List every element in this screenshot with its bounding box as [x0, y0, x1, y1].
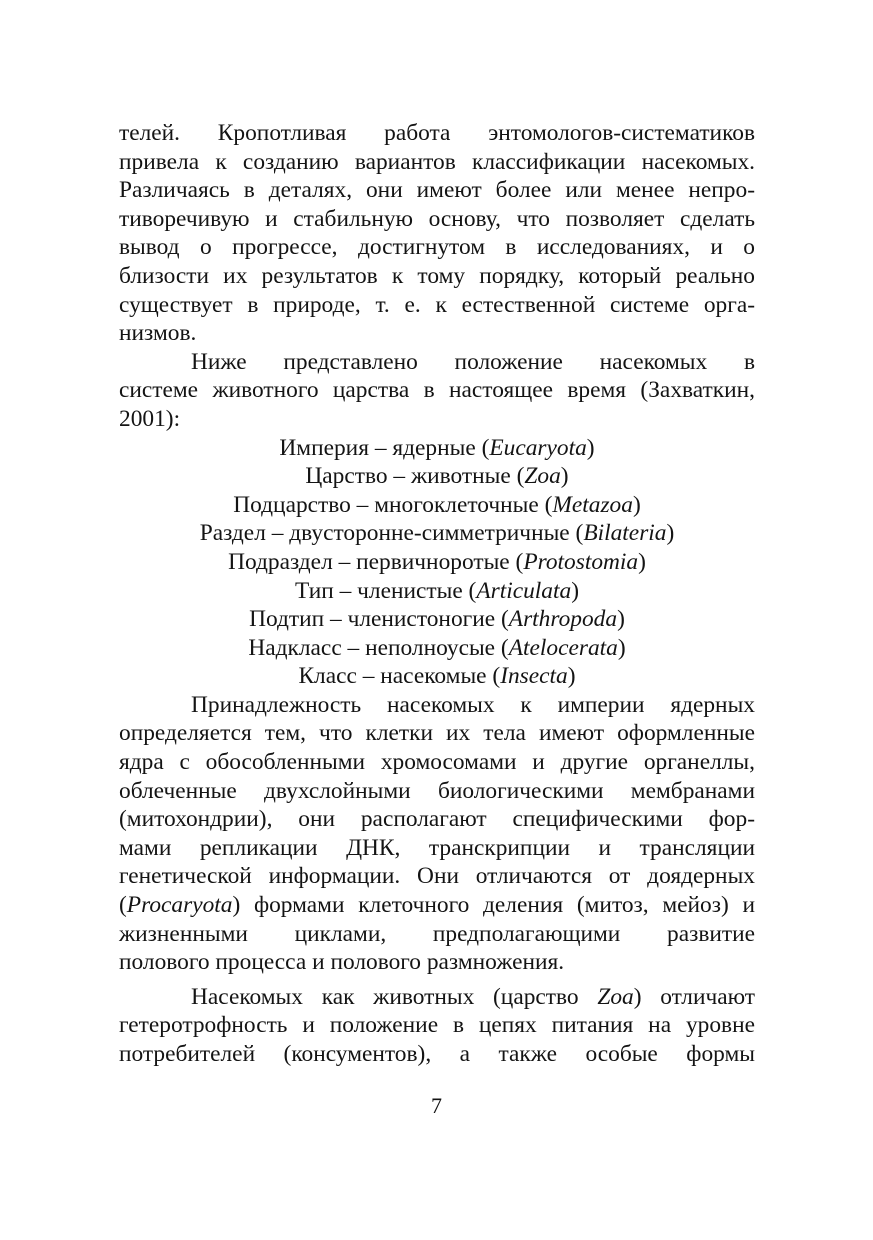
taxon-name: многоклеточные: [374, 491, 539, 518]
text-line: ядра с обособленными хромосомами и другие органеллы,: [119, 749, 755, 776]
taxon-latin-name: Eucaryota: [489, 434, 587, 461]
text-line: существует в природе, т. е. к естественной системе орга-: [119, 291, 755, 318]
taxon-rank: Подраздел: [228, 548, 333, 575]
taxon-latin-name: Insecta: [500, 663, 568, 690]
text-line: 2001):: [119, 405, 181, 432]
taxon-latin-name: Bilateria: [583, 520, 667, 547]
taxon-latin-name: Atelocerata: [508, 634, 618, 661]
text-line: жизненными циклами, предполагающими развитие: [119, 920, 755, 947]
taxon-rank: Царство: [305, 463, 388, 490]
position-intro-paragraph: [119, 348, 755, 434]
text-line: вывод о прогрессе, достигнутом в исследованиях, и о: [119, 234, 755, 261]
text-line: [119, 891, 755, 920]
text-line: мами репликации ДНК, транскрипции и трансляции: [119, 834, 755, 861]
text-line: близости их результатов к тому порядку, который реально: [119, 262, 755, 289]
taxon-name: членистоногие: [347, 606, 496, 633]
taxon-rank: Класс: [298, 663, 357, 690]
text-line: определяется тем, что клетки их тела имеют оформленные: [119, 720, 755, 747]
text-line: системе животного царства в настоящее время (Захваткин,: [119, 377, 755, 404]
text-line: [119, 983, 755, 1012]
text-line: привела к созданию вариантов классификации насекомых.: [119, 148, 755, 175]
taxon-name: членистые: [357, 577, 463, 604]
taxon-rank: Подтип: [249, 606, 325, 633]
taxon-latin-name: Arthropoda: [508, 606, 618, 633]
taxon-rank: Раздел: [199, 520, 266, 547]
page-number: 7: [431, 1093, 442, 1118]
text-line: Различаясь в деталях, они имеют более или менее непро-: [119, 177, 755, 204]
taxonomy-item: Подтип – членистоногие (Arthropoda): [249, 606, 625, 633]
taxonomy-item: Раздел – двусторонне-симметричные (Bilateria): [199, 520, 675, 547]
taxon-rank: Империя: [279, 434, 369, 461]
text-line: потребителей (консументов), а также особые формы: [119, 1041, 755, 1067]
text-line: Ниже представлено положение насекомых в: [191, 348, 755, 375]
text-fragment: ) отличают: [633, 983, 756, 1010]
taxon-name: двусторонне-симметричные: [289, 520, 570, 547]
taxonomy-item: Подцарство – многоклеточные (Metazoa): [233, 491, 641, 518]
text-line: облеченные двухслойными биологическими мембранами: [119, 777, 755, 804]
text-fragment: ) формами клеточного деления (митоз, мейоз) и: [232, 892, 755, 919]
taxonomy-item: Класс – насекомые (Insecta): [298, 663, 576, 690]
taxonomy-item: Царство – животные (Zoa): [305, 463, 569, 490]
taxonomy-item: Империя – ядерные (Eucaryota): [279, 434, 595, 461]
text-line: низмов.: [119, 320, 197, 347]
latin-term: Zoa: [597, 983, 634, 1010]
taxonomy-item: Тип – членистые (Articulata): [295, 577, 579, 604]
taxonomy-item: Надкласс – неполноусые (Atelocerata): [248, 634, 626, 661]
text-line: генетической информации. Они отличаются от доядерных: [119, 863, 755, 890]
taxonomy-item: Подраздел – первичноротые (Protostomia): [228, 548, 646, 575]
text-line: телей. Кропотливая работа энтомологов-систематиков: [119, 120, 755, 146]
text-line: Принадлежность насекомых к империи ядерных: [191, 691, 755, 718]
taxon-name: неполноусые: [365, 634, 496, 661]
taxon-rank: Подцарство: [233, 491, 351, 518]
text-line: гетеротрофность и положение в цепях питания на уровне: [119, 1012, 755, 1039]
taxon-rank: Тип: [295, 577, 334, 604]
taxon-latin-name: Metazoa: [552, 491, 633, 518]
page-body: [119, 119, 755, 1069]
latin-term: Procaryota: [126, 892, 233, 919]
zoa-paragraph: [119, 983, 755, 1069]
text-line: тиворечивую и стабильную основу, что позволяет сделать: [119, 205, 755, 232]
intro-paragraph: [119, 119, 755, 348]
taxon-latin-name: Protostomia: [523, 548, 639, 575]
taxon-latin-name: Articulata: [476, 577, 572, 604]
taxon-name: насекомые: [380, 663, 487, 690]
taxon-latin-name: Zoa: [524, 463, 561, 490]
taxon-name: ядерные: [392, 434, 476, 461]
text-fragment: Насекомых как животных (царство: [191, 983, 598, 1010]
eukaryote-paragraph: [119, 691, 755, 977]
taxon-rank: Надкласс: [248, 634, 342, 661]
taxonomy-list: [119, 434, 755, 691]
text-line: (митохондрии), они располагают специфическими фор-: [119, 806, 755, 833]
taxon-name: животные: [410, 463, 511, 490]
taxon-name: первичноротые: [356, 548, 510, 575]
text-line: полового процесса и полового размножения.: [119, 949, 565, 976]
text-fragment: (: [119, 892, 127, 919]
